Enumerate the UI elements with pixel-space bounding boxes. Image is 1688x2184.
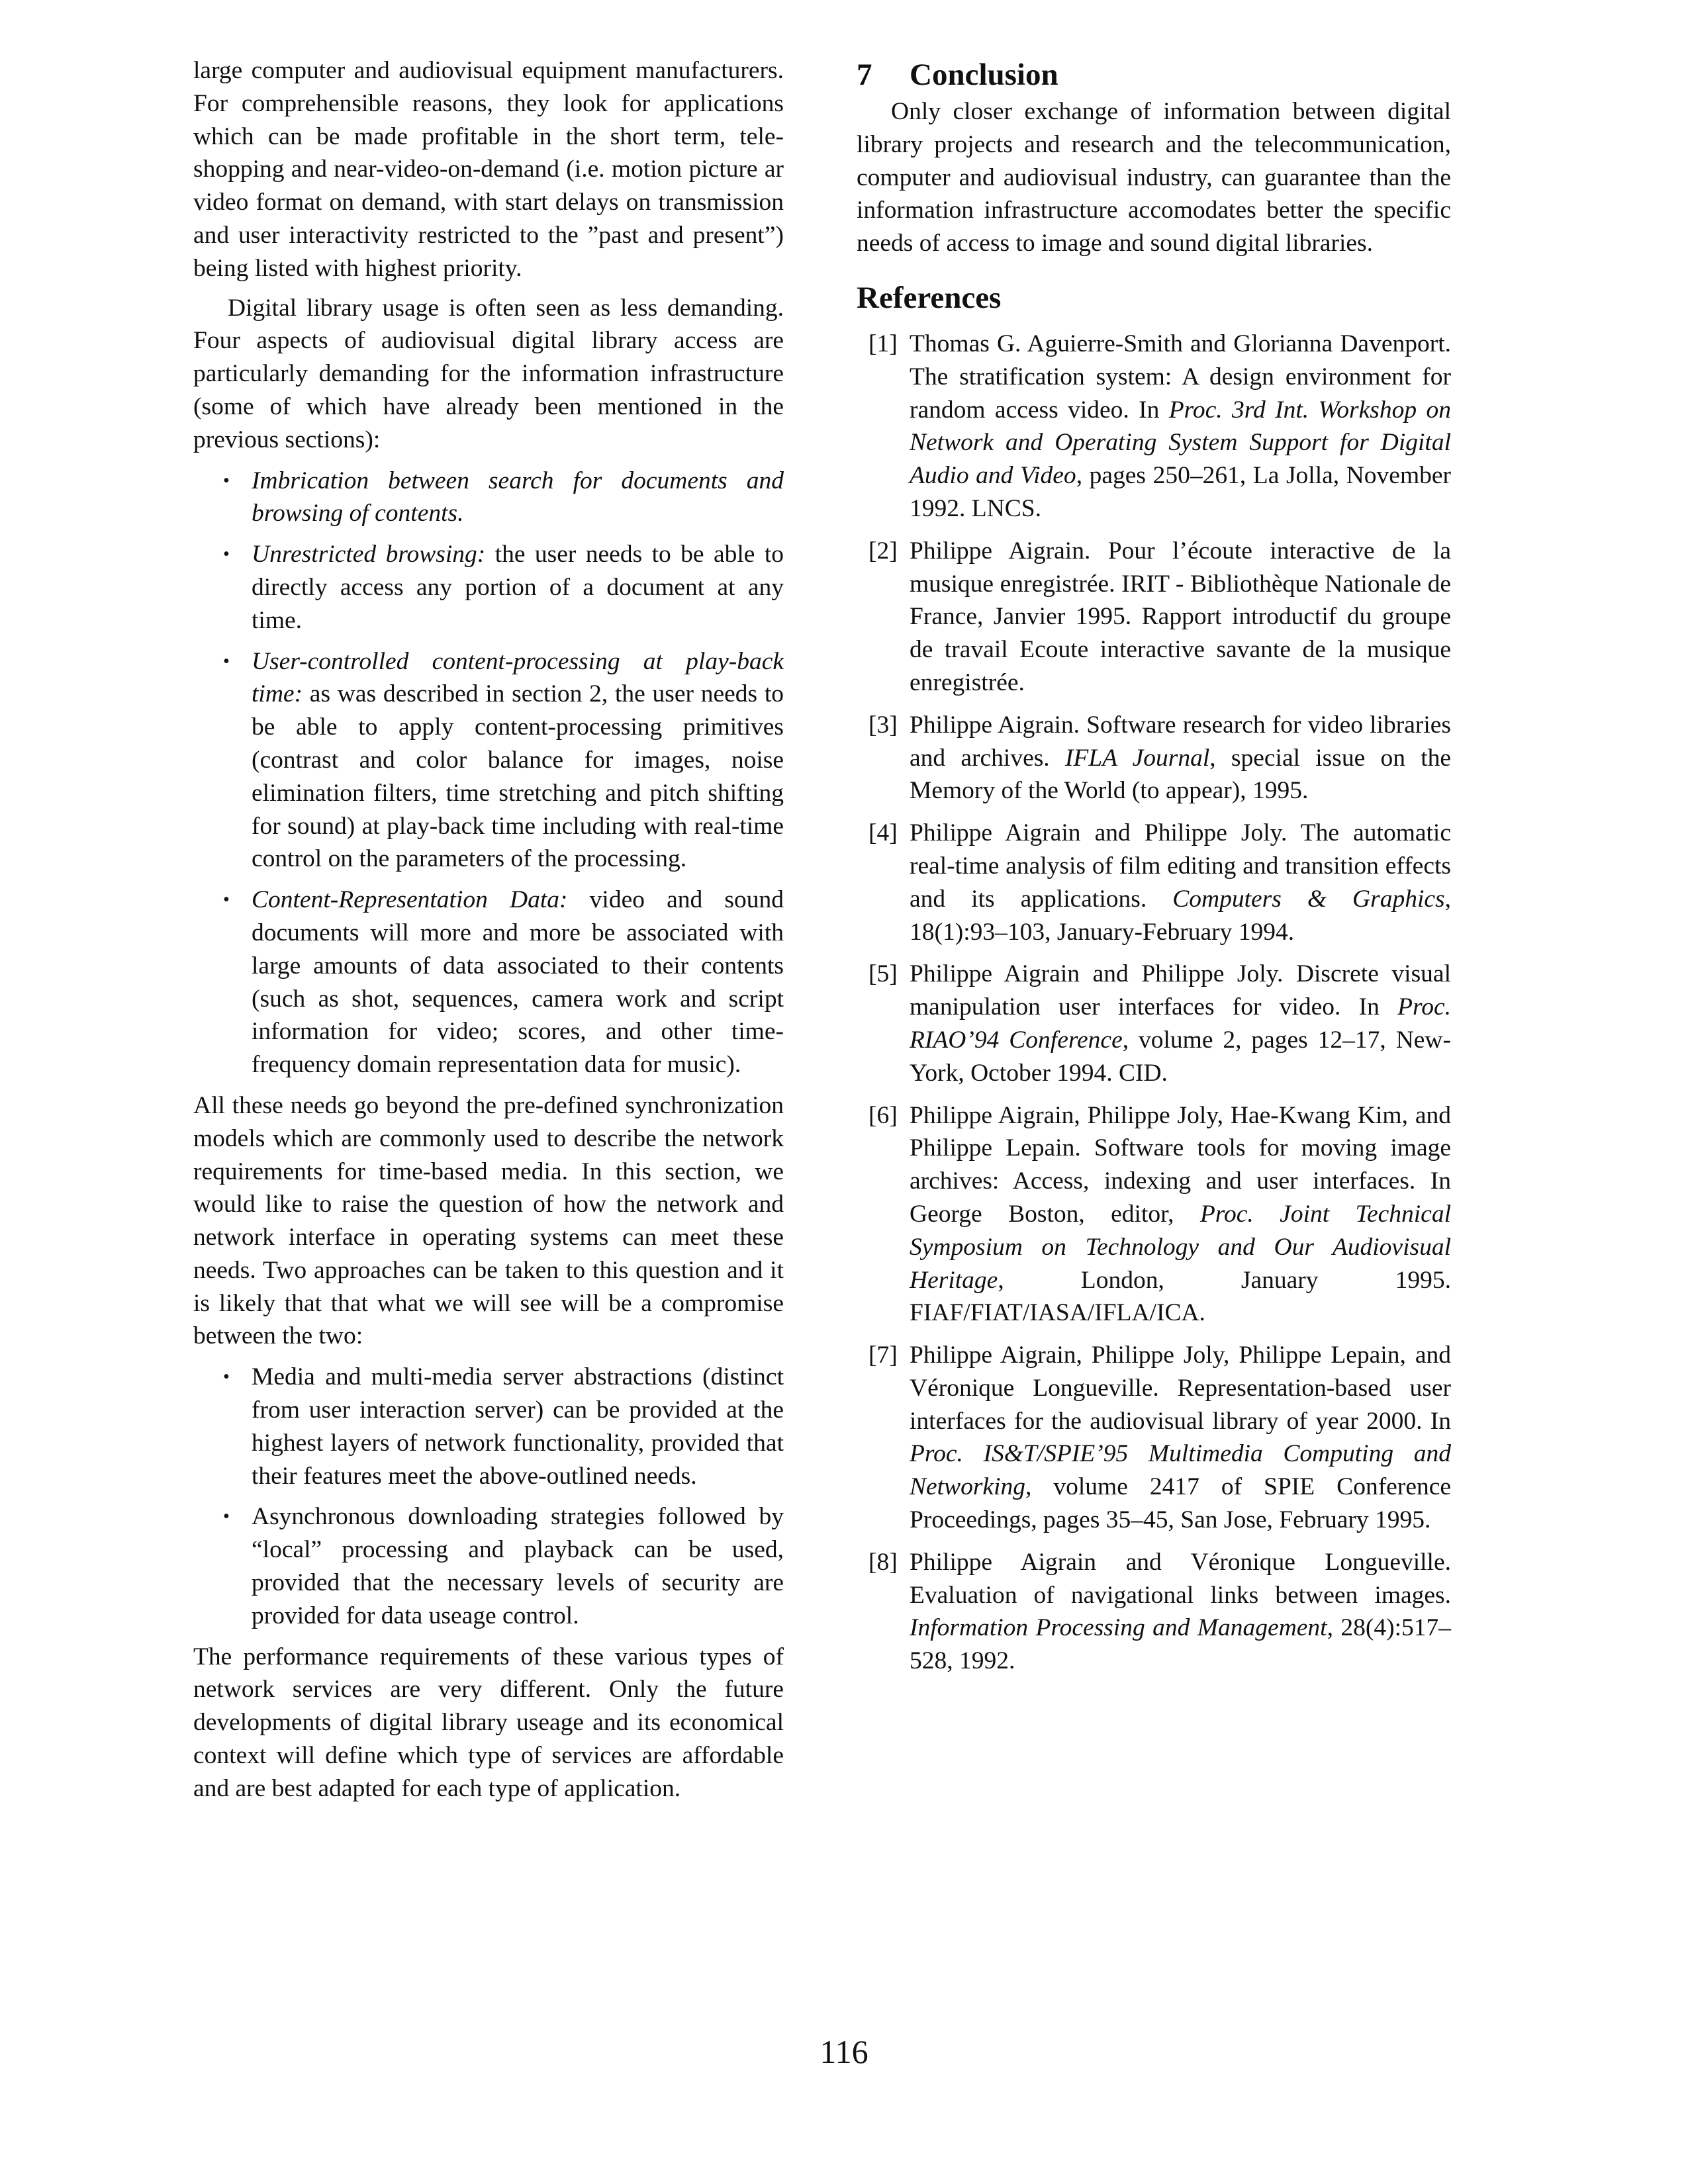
references-heading: References: [857, 280, 1002, 315]
list-item: • Media and multi-media server abstractions (distinct from user interaction server) can be provided at the highest layers of network functionality, provided that their features meet the above-outlined needs.: [193, 1361, 784, 1492]
right-column: [857, 54, 1451, 1687]
reference-item: [4] Philippe Aigrain and Philippe Joly. The automatic real-time analysis of film editing and transition effects and its applications. Computers & Graphics, 18(1):93–103, January-February 1994.: [868, 819, 1452, 946]
bullet-icon: •: [223, 544, 230, 565]
paragraph: large computer and audiovisual equipment manufacturers. For comprehensible reasons, they look for applications which can be made profitable in the short term, tele-shopping and near-video-on-demand (i.e. motion picture ar video format on demand, with start delays on transmission and user interactivity restricted to the ”past and present”) being listed with highest priority.: [193, 57, 784, 282]
list-item: • User-controlled content-processing at play-back time: as was described in section 2, the user needs to be able to apply content-processing primitives (contrast and color balance for images, noise elimination filters, time stretching and pitch shifting for sound) at play-back time including with real-time control on the parameters of the processing.: [193, 645, 784, 876]
bullet-icon: •: [223, 651, 230, 672]
reference-item: [3] Philippe Aigrain. Software research for video libraries and archives. IFLA Journal, special issue on the Memory of the World (to appear), 1995.: [868, 711, 1452, 805]
reference-item: [1] Thomas G. Aguierre-Smith and Glorianna Davenport. The stratification system: A design environment for random access video. In Proc. 3rd Int. Workshop on Network and Operating System Support for Digital Audio and Video, pages 250–261, La Jolla, November 1992. LNCS.: [868, 330, 1451, 522]
list-item: • Asynchronous downloading strategies followed by “local” processing and playback can be used, provided that the necessary levels of security are provided for data useage control.: [193, 1500, 784, 1632]
bullet-icon: •: [223, 1506, 230, 1527]
list-item: • Unrestricted browsing: the user needs to be able to directly access any portion of a document at any time.: [193, 538, 784, 637]
bullet-icon: •: [223, 470, 230, 491]
bullet-icon: •: [223, 889, 230, 911]
list-item: • Imbrication between search for documents and browsing of contents.: [193, 465, 784, 531]
reference-item: [5] Philippe Aigrain and Philippe Joly. Discrete visual manipulation user interfaces for video. In Proc. RIAO’94 Conference, volume 2, pages 12–17, New-York, October 1994. CID.: [868, 960, 1451, 1087]
paragraph: The performance requirements of these various types of network services are very different. Only the future developments of digital library useage and its economical context will define which type of services are affordable and are best adapted for each type of application.: [193, 1643, 784, 1802]
section-heading: 7 Conclusion: [857, 58, 1058, 92]
reference-item: [6] Philippe Aigrain, Philippe Joly, Hae-Kwang Kim, and Philippe Lepain. Software tools for moving image archives: Access, indexing and user interfaces. In George Boston, editor, Proc. Joint Technical Symposium on Technology and Our Audiovisual Heritage, London, January 1995. FIAF/FIAT/IASA/IFLA/ICA.: [868, 1101, 1451, 1327]
left-column: [193, 54, 784, 1805]
paragraph: Digital library usage is often seen as less demanding. Four aspects of audiovisual digital library access are particularly demanding for the information infrastructure (some of which have already been mentioned in the previous sections):: [193, 294, 784, 453]
reference-item: [7] Philippe Aigrain, Philippe Joly, Philippe Lepain, and Véronique Longueville. Representation-based user interfaces for the audiovisual library of year 2000. In Proc. IS&T/SPIE’95 Multimedia Computing and Networking, volume 2417 of SPIE Conference Proceedings, pages 35–45, San Jose, February 1995.: [868, 1342, 1451, 1534]
page-number: 116: [820, 2033, 868, 2070]
reference-list: [857, 328, 1451, 1678]
reference-item: [8] Philippe Aigrain and Véronique Longueville. Evaluation of navigational links between images. Information Processing and Management, 28(4):517–528, 1992.: [868, 1548, 1451, 1675]
reference-item: [2] Philippe Aigrain. Pour l’écoute interactive de la musique enregistrée. IRIT - Bibliothèque Nationale de France, Janvier 1995. Rapport introductif du groupe de travail Ecoute interactive savante de la musique enregistrée.: [868, 537, 1451, 696]
conclusion-paragraph: Only closer exchange of information between digital library projects and research and the telecommunication, computer and audiovisual industry, can guarantee than the information infrastructure accomodates better the specific needs of access to image and sound digital libraries.: [857, 98, 1451, 257]
aspects-list: [193, 465, 784, 1081]
paragraph: All these needs go beyond the pre-defined synchronization models which are commonly used to describe the network requirements for time-based media. In this section, we would like to raise the question of how the network and network interface in operating systems can meet these needs. Two approaches can be taken to this question and it is likely that that what we will see will be a compromise between the two:: [193, 1091, 784, 1350]
list-item: • Content-Representation Data: video and sound documents will more and more be associated with large amounts of data associated to their contents (such as shot, sequences, camera work and script information for video; scores, and other time-frequency domain representation data for music).: [193, 884, 784, 1081]
approaches-list: [193, 1361, 784, 1632]
bullet-icon: •: [223, 1367, 230, 1388]
